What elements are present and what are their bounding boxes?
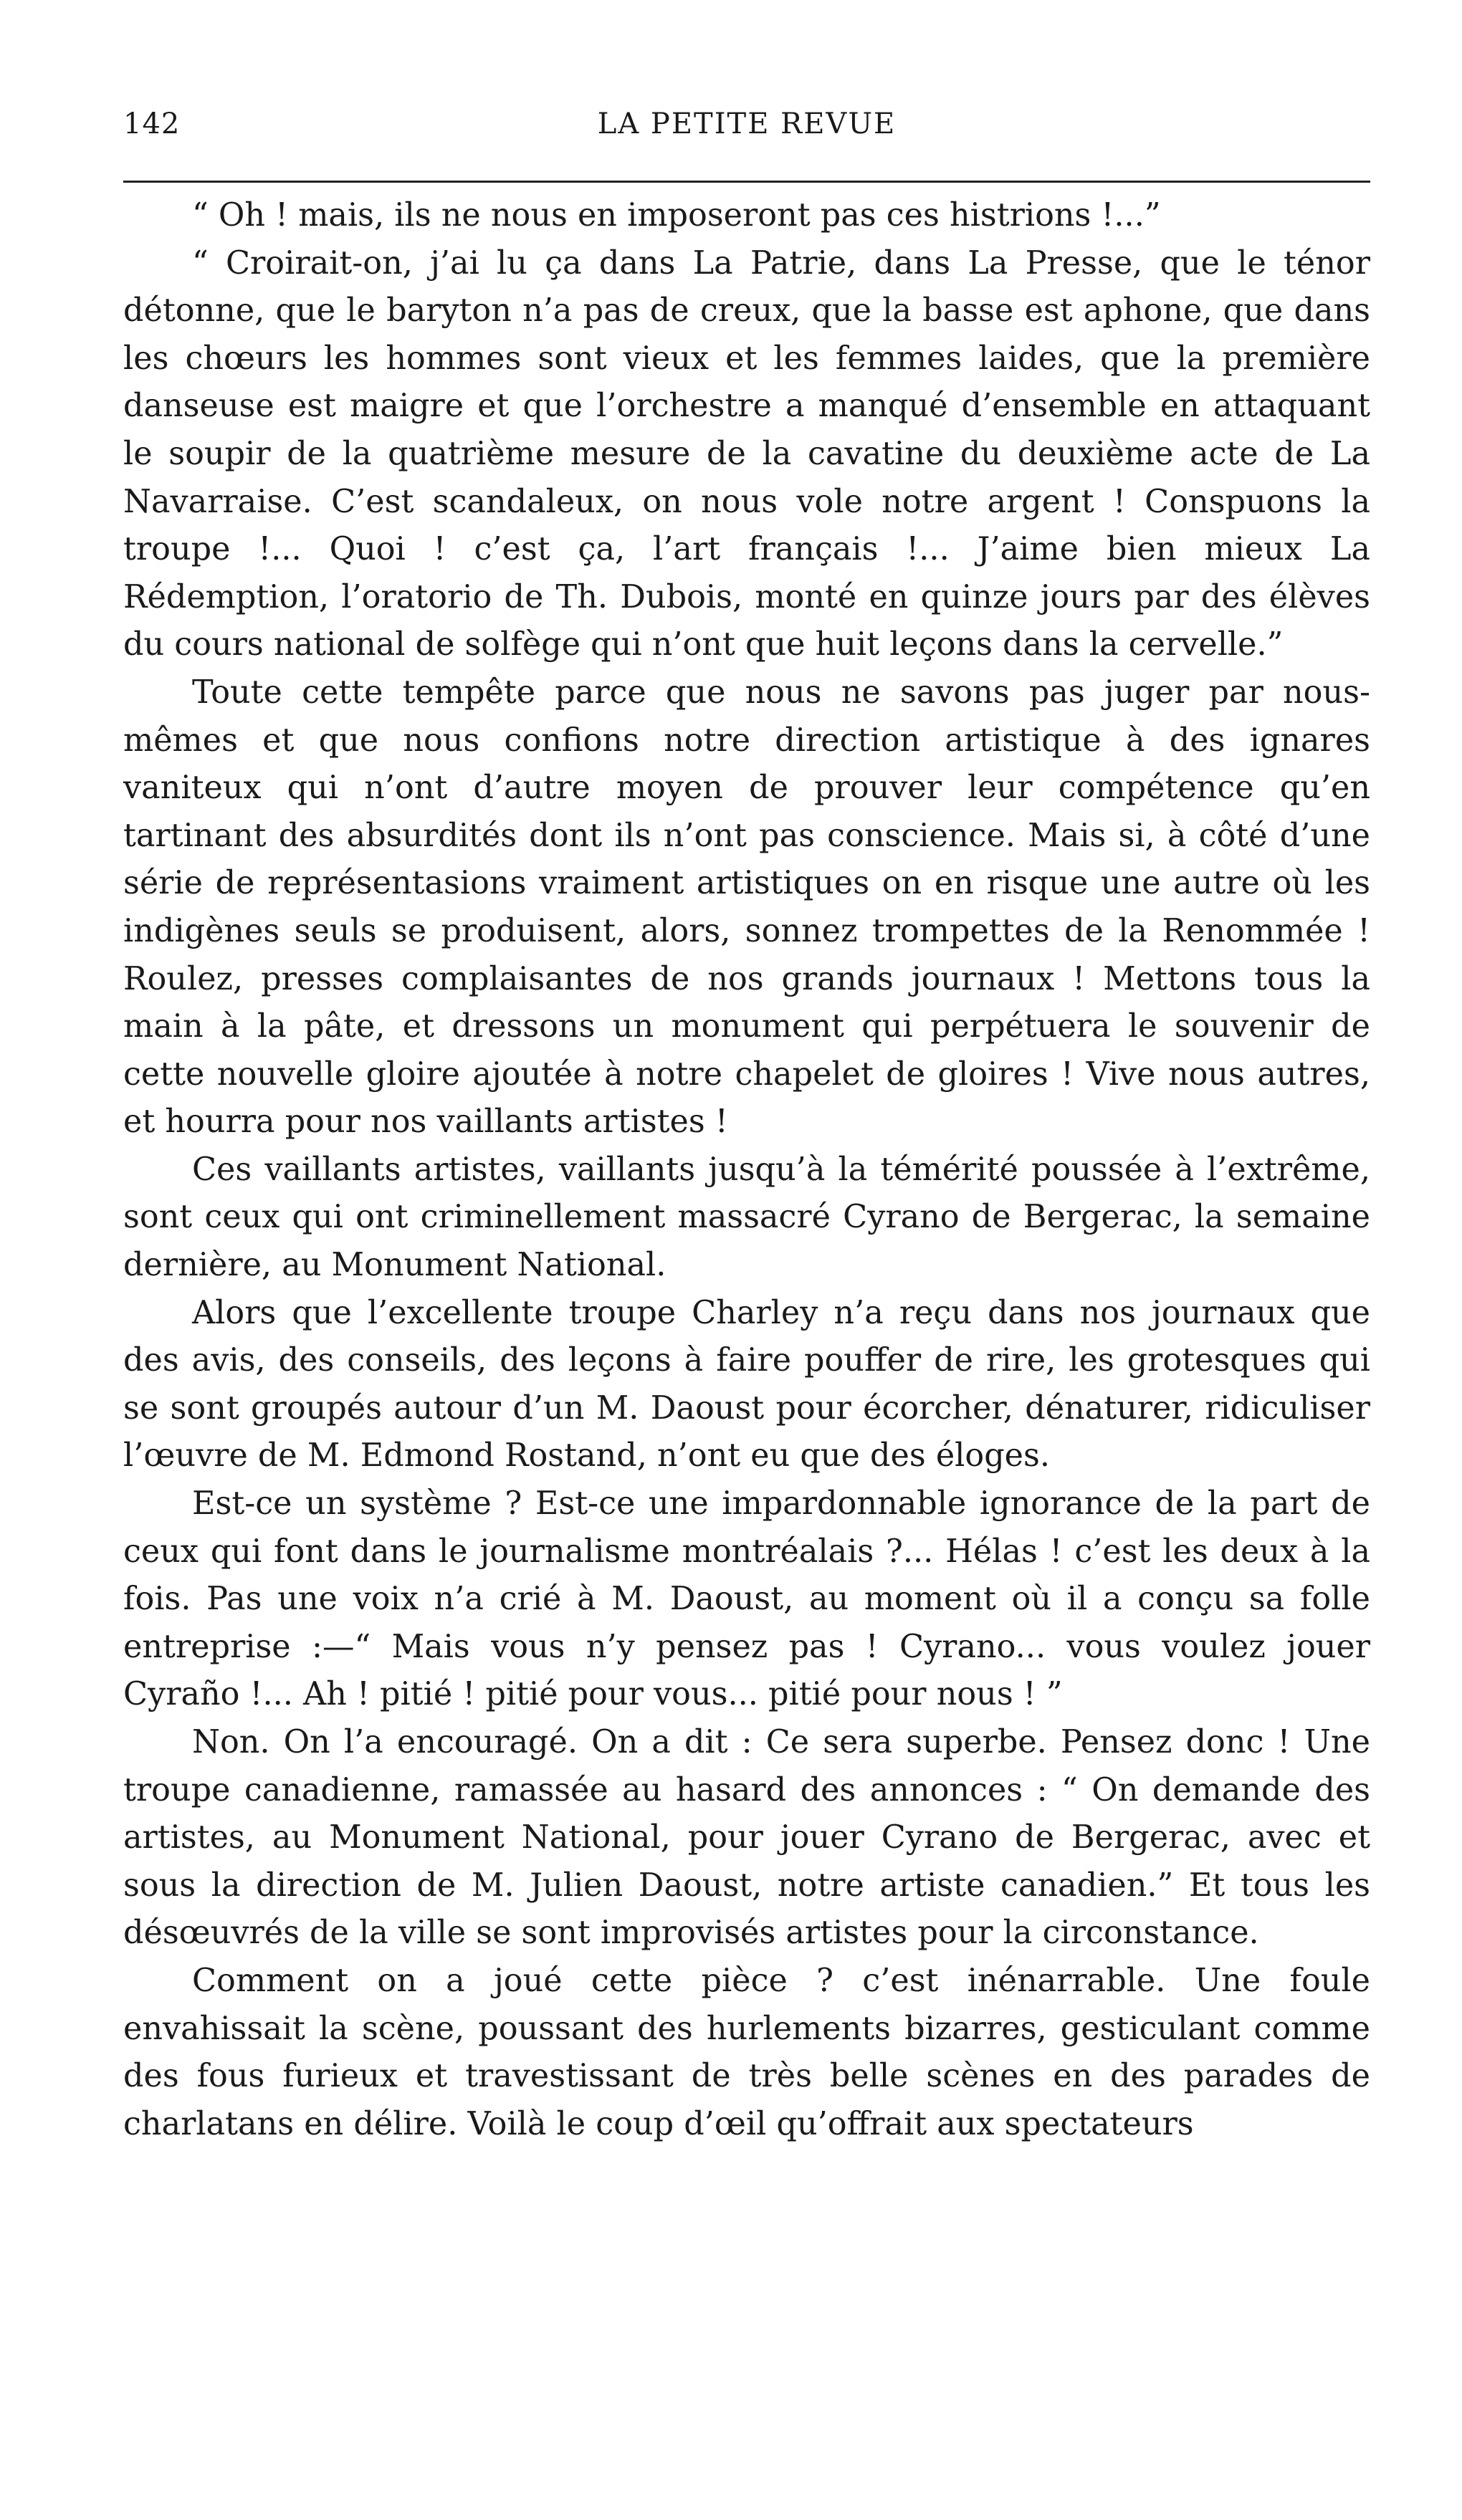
paragraph: Ces vaillants artistes, vaillants jusqu’à la témérité poussée à l’extrême, sont ceux qui ont criminellement massacré Cyrano de Bergerac, la semaine dernière, au Monument National. [123, 1151, 1370, 1284]
running-title: LA PETITE REVUE [597, 107, 897, 140]
paragraph: Toute cette tempête parce que nous ne savons pas juger par nous-mêmes et que nous confions notre direction artistique à des ignares vaniteux qui n’ont d’autre moyen de prouver leur compétence qu’en tartinant des absurdités dont ils n’ont pas conscience. Mais si, à côté d’une série de représentasions vraiment artistiques on en risque une autre où les indigènes seuls se produisent, alors, sonnez trompettes de la Renommée ! Roulez, presses complaisantes de nos grands journaux ! Mettons tous la main à la pâte, et dressons un monument qui perpétuera le souvenir de cette nouvelle gloire ajoutée à notre chapelet de gloires ! Vive nous autres, et hourra pour nos vaillants artistes ! [123, 674, 1370, 1141]
header-rule [123, 181, 1370, 183]
paragraph: Non. On l’a encouragé. On a dit : Ce sera superbe. Pensez donc ! Une troupe canadienne, ramassée au hasard des annonces : “ On demande des artistes, au Monument National, pour jouer Cyrano de Bergerac, avec et sous la direction de M. Julien Daoust, notre artiste canadien.” Et tous les désœuvrés de la ville se sont improvisés artistes pour la circonstance. [123, 1724, 1370, 1952]
body-text [123, 192, 1370, 2148]
paragraph: Est-ce un système ? Est-ce une impardonnable ignorance de la part de ceux qui font dans le journalisme montréalais ?... Hélas ! c’est les deux à la fois. Pas une voix n’a crié à M. Daoust, au moment où il a conçu sa folle entreprise :—“ Mais vous n’y pensez pas ! Cyrano... vous voulez jouer Cyraño !... Ah ! pitié ! pitié pour vous... pitié pour nous ! ” [123, 1485, 1370, 1713]
page-header [123, 107, 1370, 150]
page-number: 142 [123, 107, 181, 140]
paragraph: “ Oh ! mais, ils ne nous en imposeront pas ces histrions !...” [192, 197, 1161, 234]
paragraph: “ Croirait-on, j’ai lu ça dans La Patrie, dans La Presse, que le ténor détonne, que le baryton n’a pas de creux, que la basse est aphone, que dans les chœurs les hommes sont vieux et les femmes laides, que la première danseuse est maigre et que l’orchestre a manqué d’ensemble en attaquant le soupir de la quatrième mesure de la cavatine du deuxième acte de La Navarraise. C’est scandaleux, on nous vole notre argent ! Conspuons la troupe !... Quoi ! c’est ça, l’art français !... J’aime bien mieux La Rédemption, l’oratorio de Th. Dubois, monté en quinze jours par des élèves du cours national de solfège qui n’ont que huit leçons dans la cervelle.” [123, 244, 1370, 663]
page [123, 107, 1370, 2142]
paragraph: Alors que l’excellente troupe Charley n’a reçu dans nos journaux que des avis, des conseils, des leçons à faire pouffer de rire, les grotesques qui se sont groupés autour d’un M. Daoust pour écorcher, dénaturer, ridiculiser l’œuvre de M. Edmond Rostand, n’ont eu que des éloges. [123, 1294, 1370, 1475]
paragraph: Comment on a joué cette pièce ? c’est inénarrable. Une foule envahissait la scène, poussant des hurlements bizarres, gesticulant comme des fous furieux et travestissant de très belle scènes en des parades de charlatans en délire. Voilà le coup d’œil qu’offrait aux spectateurs [123, 1962, 1370, 2142]
